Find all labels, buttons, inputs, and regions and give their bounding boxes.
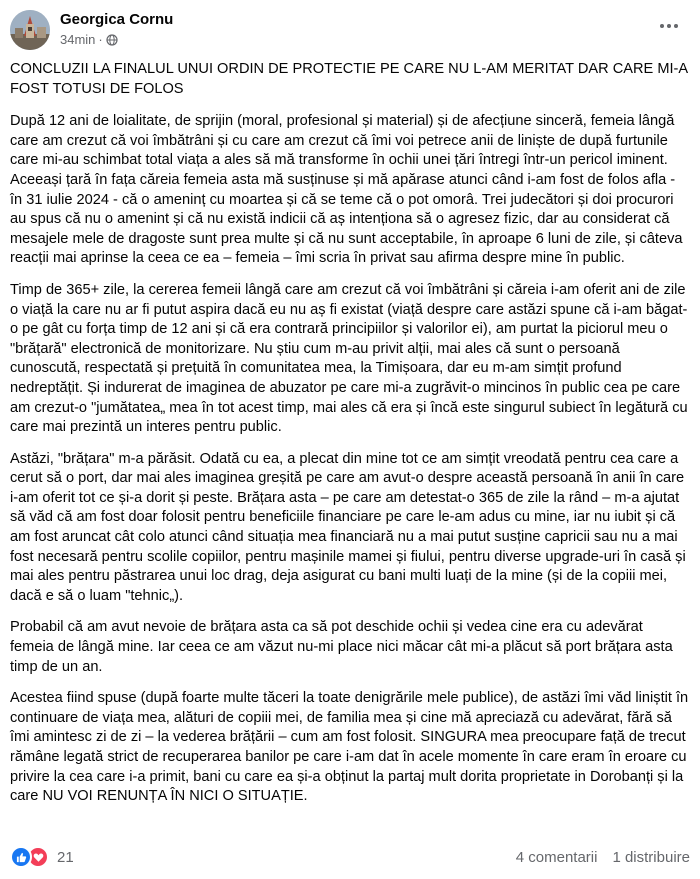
reactions-summary[interactable] [10, 846, 74, 868]
meta-separator: · [98, 32, 103, 47]
post-paragraph-2: Timp de 365+ zile, la cererea femeii lângă care am crezut că voi îmbătrâni și căreia i-am oferit ani de zile o viață la care nu ar fi putut aspira dacă eu nu aș fi existat (viață despre care astăzi spune că i-am băgat-o pe gât cu forța timp de 12 ani și că era contrară principiilor și valorilor ei), am purtat la piciorul meu o "brățară" electronică de monitorizare. Nu știu cum m-au privit alții, mai ales că sunt o persoană cunoscută, respectată și prețuită în comunitatea mea, la Timișoara, dar eu m-am simțit profund nedreptățit. Și indurerat de imaginea de abuzator pe care mi-a zugrăvit-o mincinos în public cea pe care am crezut-o "jumătatea„ mea în tot acest timp, mai ales că era și încă este singurul subiect în legătură cu care mai prezintă un interes pentru public. [10, 281, 688, 436]
like-reaction-icon [10, 846, 32, 868]
post-meta [60, 32, 118, 47]
engagement-stats [516, 849, 690, 866]
more-options-button[interactable] [654, 14, 684, 38]
globe-icon [106, 34, 118, 46]
post-title: CONCLUZII LA FINALUL UNUI ORDIN DE PROTECTIE PE CARE NU L-AM MERITAT DAR CARE MI-A FOST TOTUSI DE FOLOS [10, 61, 688, 97]
author-name[interactable]: Georgica Cornu [60, 11, 174, 28]
post-paragraph-1: După 12 ani de loialitate, de sprijin (moral, profesional și material) și de afecțiune sinceră, femeia lângă care am crezut că voi îmbătrâni și cu care am crezut că îmi voi petrece anii de liniște de după furtunile care mi-au schimbat total viața a ales să mă transforme în ochii unei țări întregi într-un pericol iminent. Aceeași țară în fața căreia femeia asta mă susținuse și mă apărase atunci când i-am fost de folos afla - în 31 iulie 2024 - că o ameninț cu moartea și că se teme că o pot omorâ. Trei judecători și doi procurori au spus că nu o amenint și că nu există indicii că aș intenționa să o agresez fizic, dar au considerat că mesajele mele de dragoste sunt prea multe și că nu sunt acceptabile, în aproape 6 luni de zile, și câteva reacții mai aprinse la ceea ce ea – femeia – îmi scria în privat sau afirma despre mine în public. [10, 113, 683, 267]
post-paragraph-4: Probabil că am avut nevoie de brățara asta ca să pot deschide ochii și vedea cine era cu adevărat femeia de lângă mine. Iar ceea ce am văzut nu-mi place nici măcar cât mi-a plăcut să port brățara asta timp de un an. [10, 619, 673, 675]
post-paragraph-3: Astăzi, "brățara" m-a părăsit. Odată cu ea, a plecat din mine tot ce am simțit vreodată pentru cea care a cerut să o port, dar mai ales imaginea greșită pe care am avut-o despre această persoană în anii în care i-am oferit tot ce și-a dorit și peste. Brățara asta – pe care am detestat-o 365 de zile la rând – m-a ajutat să văd că am fost doar folosit pentru beneficiile financiare pe care le-am adus cu mine, iar nu iubit și că am fost aruncat cât colo atunci când situația mea financiară nu a mai putut susține capricii sau nu a mai fost necesară pentru scolile copiilor, pentru mașinile mamei și fiului, pentru diverse upgrade-uri în casă și mai ales pentru păstrarea unui loc drag, deja asigurat cu bani multi luați de la mine (și de la copiii mei, dacă e să o luam "tehnic„). [10, 450, 686, 604]
post-header [10, 8, 690, 52]
post-paragraph-5: Acestea fiind spuse (după foarte multe tăceri la toate denigrările mele publice), de astăzi îmi văd liniștit în continuare de viața mea, alături de copiii mei, de familia mea și cine mă apreciază cu adevărat, fără să îmi amintesc zi de zi – la vederea brățării – cum am fost folosit. SINGURA mea preocupare față de trecut rămâne legată strict de recuperarea banilor pe care i-am dat în acele momente în care eram în eroare cu privire la cea care i-a primit, bani cu care ea și-a obținut la partaj mult dorita proprietate in Dorobanți și la care NU VOI RENUNȚA ÎN NICI O SITUAȚIE. [10, 690, 689, 805]
reaction-count: 21 [57, 848, 74, 866]
avatar-image [10, 10, 50, 50]
avatar[interactable] [10, 10, 50, 50]
post-footer [10, 846, 690, 868]
more-options-icon [660, 24, 664, 28]
post-body [10, 60, 690, 819]
shares-count-link[interactable]: 1 distribuire [612, 849, 690, 866]
comments-count-link[interactable]: 4 comentarii [515, 849, 598, 866]
post-time[interactable]: 34min [60, 32, 96, 47]
